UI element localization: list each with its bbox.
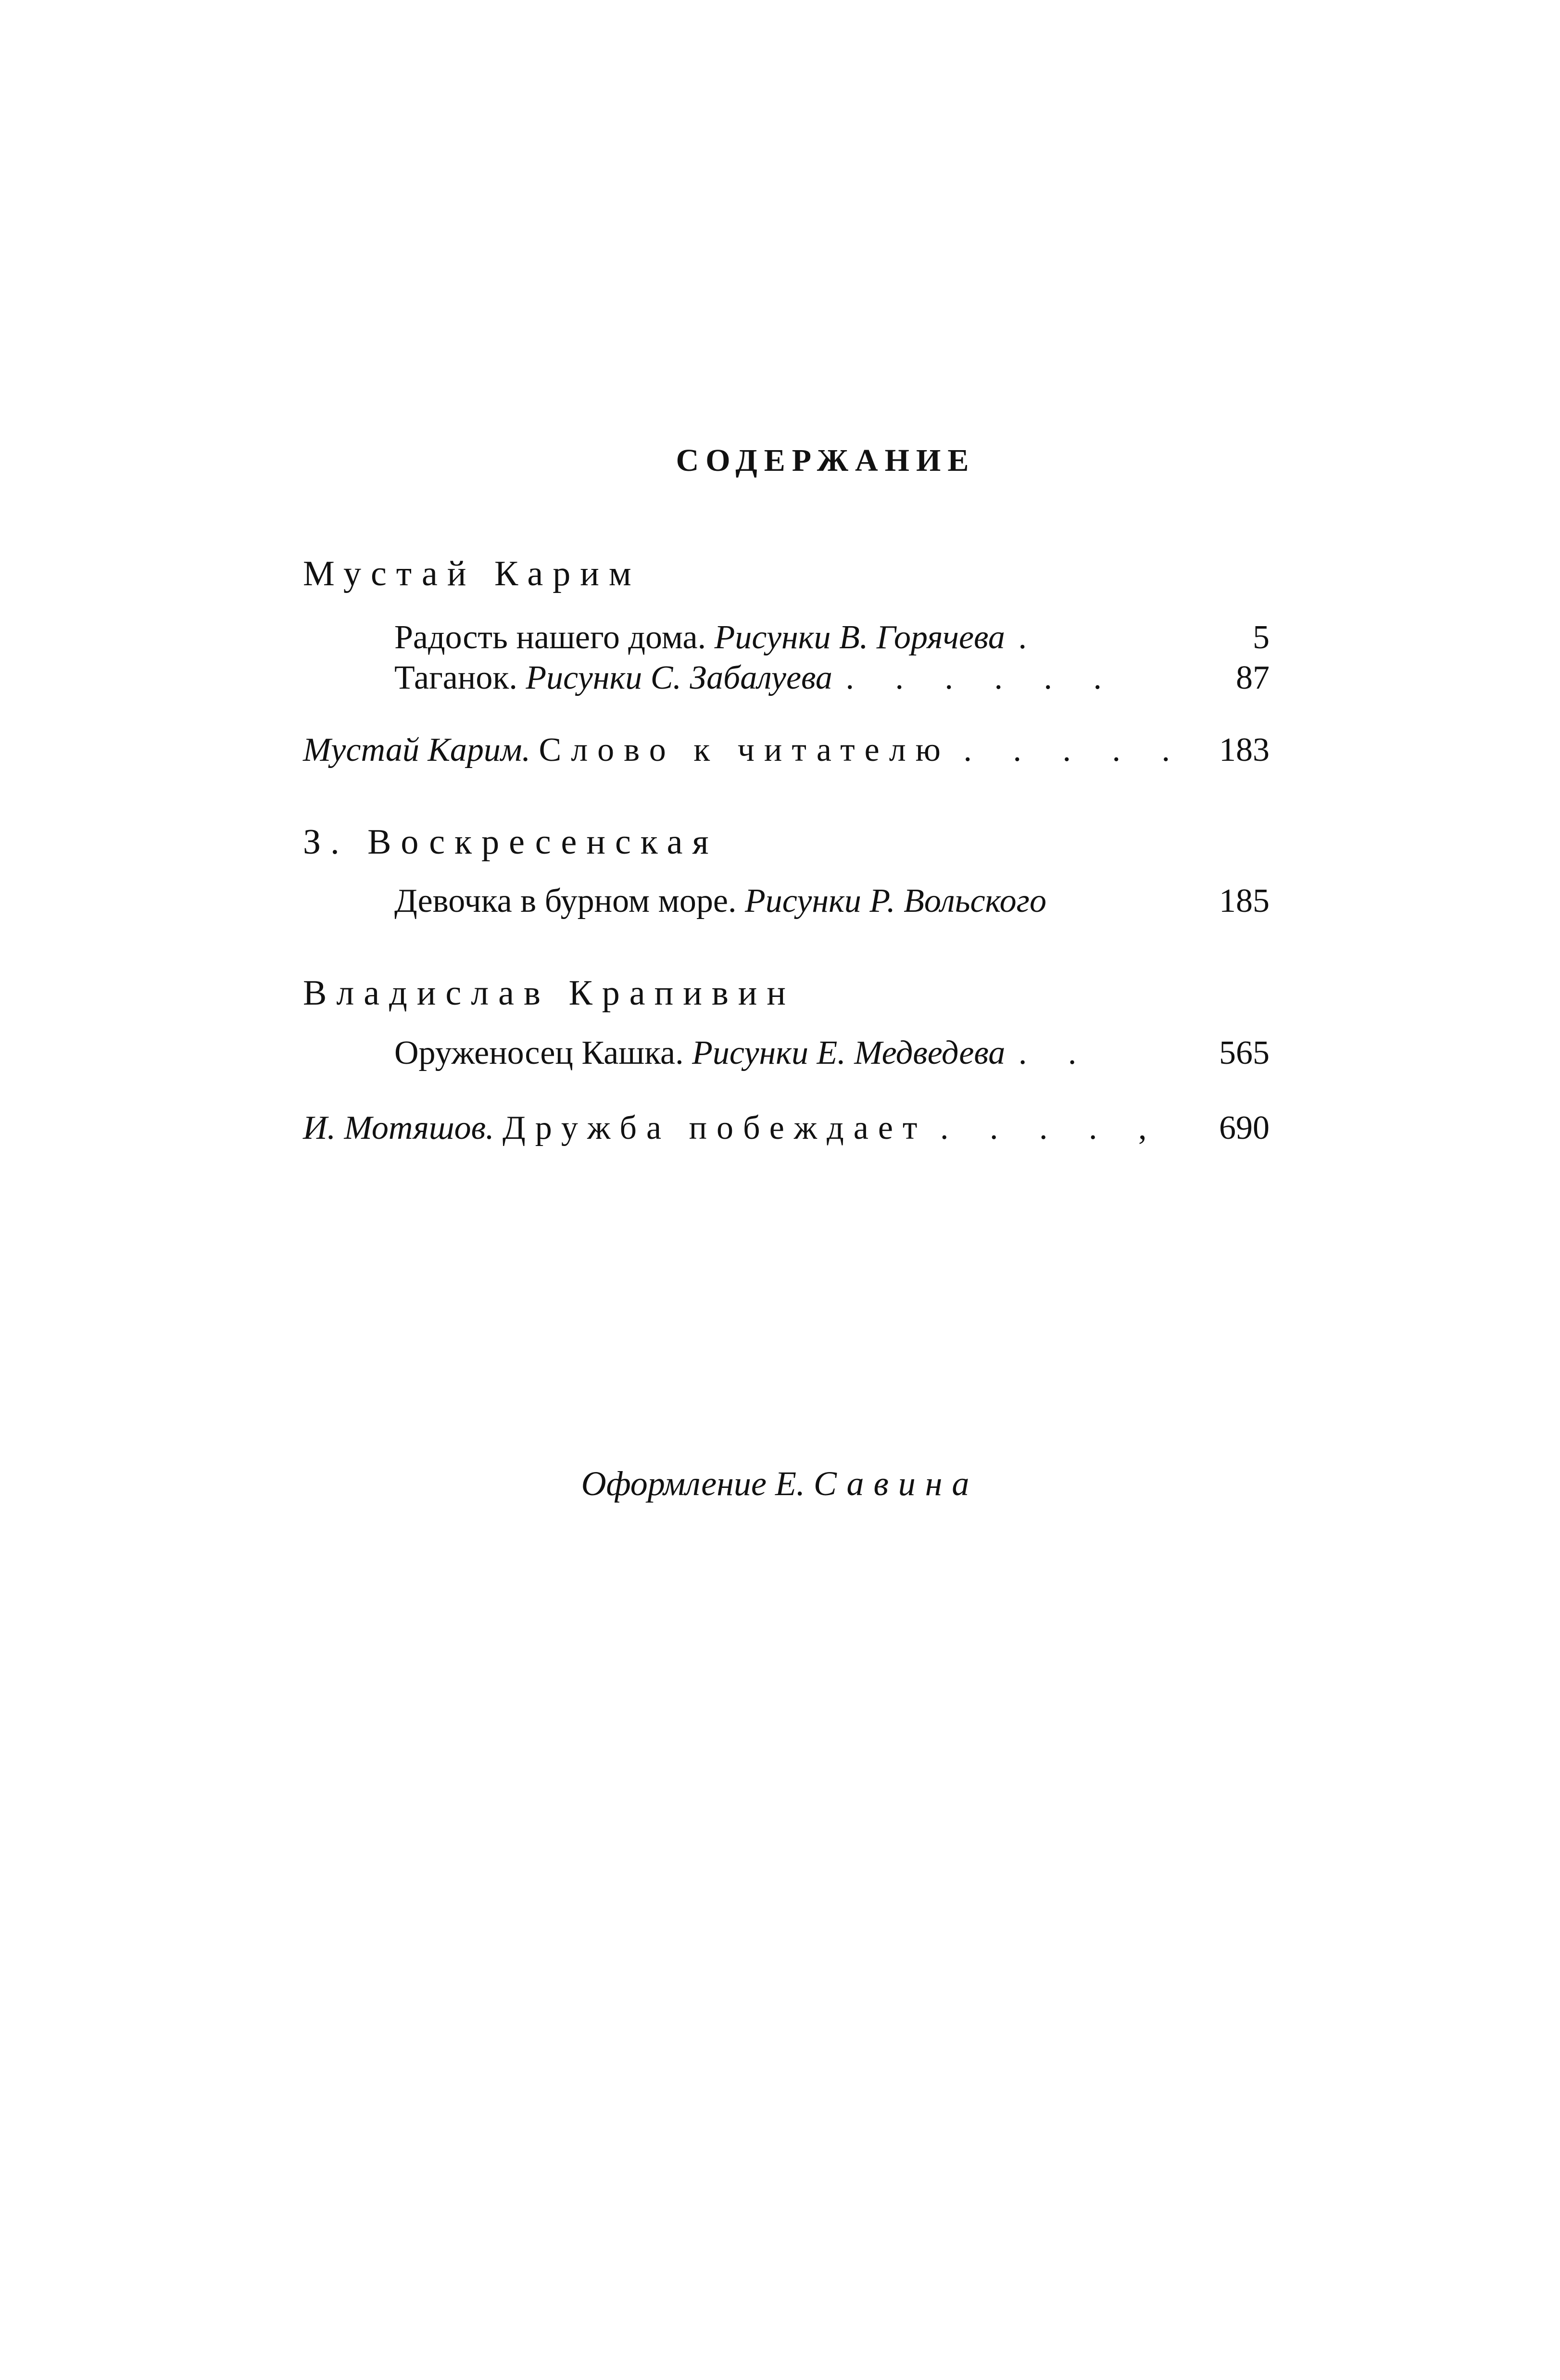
entry-page-number: 5 bbox=[1253, 619, 1270, 656]
toc-heading: СОДЕРЖАНИЕ bbox=[676, 443, 976, 478]
entry-credit: Рисунки Е. Медведева bbox=[692, 1034, 1006, 1071]
author-krapivin: Владислав Крапивин bbox=[303, 973, 796, 1013]
design-credit bbox=[0, 1462, 1560, 1505]
entry-credit: Рисунки В. Горячева bbox=[714, 619, 1005, 656]
entry-title: Дружба побеждает bbox=[503, 1109, 927, 1146]
entry-title: Таганок. bbox=[394, 659, 517, 696]
entry-credit: Рисунки С. Забалуева bbox=[526, 659, 832, 696]
entry-title: Радость нашего дома. bbox=[394, 619, 706, 656]
entry-author: Мустай Карим. bbox=[303, 731, 531, 768]
toc-entry-text bbox=[394, 617, 1043, 659]
entry-page-number: 183 bbox=[1219, 731, 1270, 768]
design-initial: Е. bbox=[775, 1464, 805, 1503]
author-karim: Мустай Карим bbox=[303, 554, 641, 593]
entry-title: Девочка в бурном море. bbox=[394, 882, 737, 919]
entry-title: Оруженосец Кашка. bbox=[394, 1034, 684, 1071]
entry-author: И. Мотяшов. bbox=[303, 1109, 494, 1146]
entry-page-number: 690 bbox=[1219, 1109, 1270, 1146]
entry-dots: . . . . . bbox=[963, 731, 1186, 768]
entry-page-number: 185 bbox=[1219, 882, 1270, 919]
entry-credit: Рисунки Р. Вольского bbox=[744, 882, 1046, 919]
entry-page-number: 87 bbox=[1236, 659, 1270, 696]
entry-dots: . . . . . . bbox=[845, 659, 1118, 696]
toc-entry-text bbox=[303, 729, 1186, 771]
design-label: Оформление bbox=[581, 1464, 767, 1503]
toc-entry-text bbox=[394, 1032, 1093, 1074]
author-voskresenskaya: З. Воскресенская bbox=[303, 822, 718, 862]
toc-entry-text bbox=[303, 1107, 1163, 1149]
entry-dots: . . . . , bbox=[940, 1109, 1163, 1146]
toc-entry-text bbox=[394, 880, 1046, 922]
entry-page-number: 565 bbox=[1219, 1034, 1270, 1071]
entry-title: Слово к читателю bbox=[539, 731, 950, 768]
entry-dots: . bbox=[1018, 619, 1043, 656]
toc-entry-text bbox=[394, 657, 1118, 699]
design-name: Савина bbox=[813, 1464, 979, 1503]
entry-dots: . . bbox=[1018, 1034, 1093, 1071]
